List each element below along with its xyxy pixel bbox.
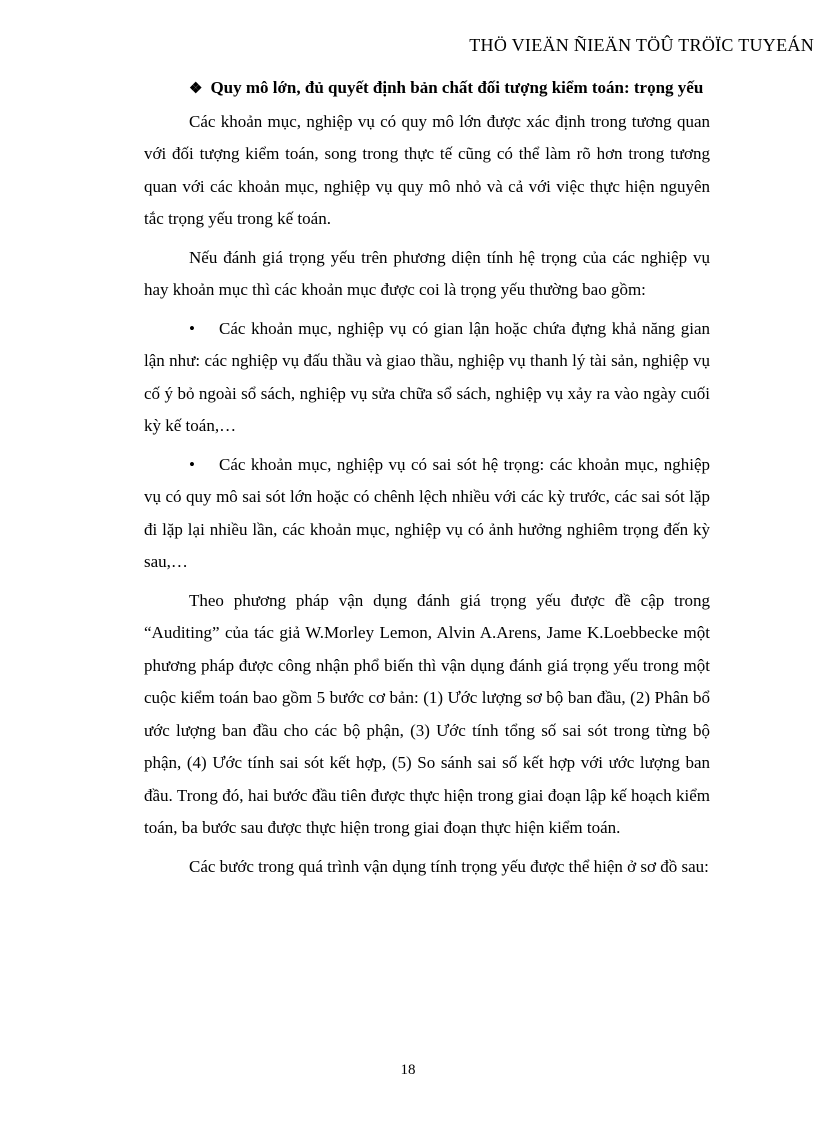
diamond-bullet-icon: ❖ (189, 81, 203, 97)
bullet-item-2-text: Các khoản mục, nghiệp vụ có sai sót hệ trọng: các khoản mục, nghiệp vụ có quy mô sai sót lớn hoặc có chênh lệch nhiều với các kỳ trước, các sai sót lặp đi lặp lại nhiều lần, các khoản mục, nghiệp vụ có ảnh hưởng nghiêm trọng đến kỳ sau,… (144, 454, 710, 571)
bullet-item-1 (144, 313, 710, 443)
running-header: THÖ VIEÄN ÑIEÄN TÖÛ TRÖÏC TUYEÁN (469, 35, 814, 55)
bullet-item-2 (144, 449, 710, 579)
paragraph-4: Các bước trong quá trình vận dụng tính trọng yếu được thể hiện ở sơ đồ sau: (189, 856, 709, 876)
bullet-dot-icon: • (189, 318, 195, 338)
page-number: 18 (400, 1062, 416, 1078)
bullet-item-1-text: Các khoản mục, nghiệp vụ có gian lận hoặc chứa đựng khả năng gian lận như: các nghiệp vụ đấu thầu và giao thầu, nghiệp vụ thanh lý tài sản, nghiệp vụ cố ý bỏ ngoài sổ sách, nghiệp vụ sửa chữa sổ sách, nghiệp vụ xảy ra vào ngày cuối kỳ kế toán,… (144, 318, 710, 435)
paragraph-2: Nếu đánh giá trọng yếu trên phương diện tính hệ trọng của các nghiệp vụ hay khoản mục thì các khoản mục được coi là trọng yếu thường bao gồm: (144, 247, 710, 299)
paragraph-1: Các khoản mục, nghiệp vụ có quy mô lớn được xác định trong tương quan với đối tượng kiểm toán, song trong thực tế cũng có thể làm rõ hơn trong tương quan với các khoản mục, nghiệp vụ quy mô nhỏ và cả với việc thực hiện nguyên tắc trọng yếu trong kế toán. (144, 111, 710, 228)
paragraph-3: Theo phương pháp vận dụng đánh giá trọng yếu được đề cập trong “Auditing” của tác giả W.Morley Lemon, Alvin A.Arens, Jame K.Loebbecke một phương pháp được công nhận phổ biến thì vận dụng đánh giá trọng yếu trong một cuộc kiểm toán bao gồm 5 bước cơ bản: (1) Ước lượng sơ bộ ban đầu, (2) Phân bổ ước lượng ban đầu cho các bộ phận, (3) Ước tính tổng số sai sót trong từng bộ phận, (4) Ước tính sai sót kết hợp, (5) So sánh sai số kết hợp với ước lượng ban đầu. Trong đó, hai bước đầu tiên được thực hiện trong giai đoạn lập kế hoạch kiểm toán, ba bước sau được thực hiện trong giai đoạn thực hiện kiểm toán. (144, 590, 710, 837)
section-heading-text: Quy mô lớn, đủ quyết định bản chất đối tượng kiểm toán: trọng yếu (210, 78, 704, 97)
section-heading (144, 72, 710, 106)
page-content (144, 72, 710, 889)
bullet-dot-icon: • (189, 454, 195, 474)
